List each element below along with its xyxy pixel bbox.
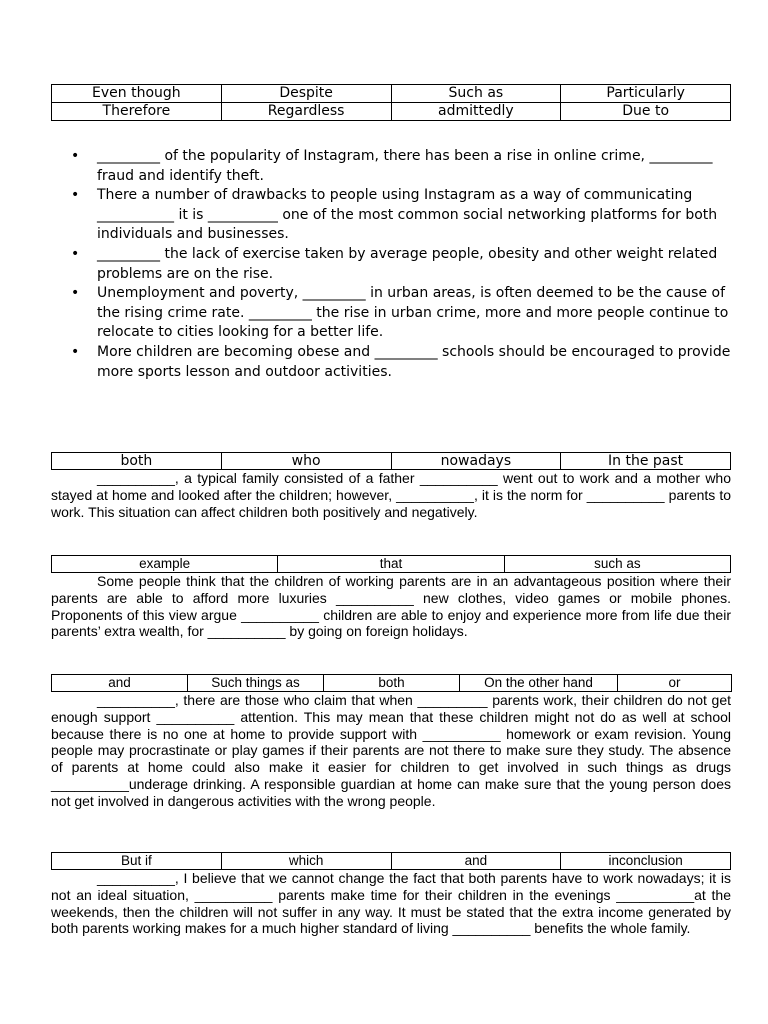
word-bank-cell: Such as <box>391 85 561 103</box>
word-bank-cell: both <box>324 675 460 692</box>
word-bank-cell: On the other hand <box>460 675 618 692</box>
essay-paragraph-1: __________, a typical family consisted of a father __________ went out to work and a mother who stayed at home and looked after the children; however, __________, it is the norm for __________ parents to work. This situation can affect children both positively and negatively. <box>51 470 731 520</box>
word-bank-cell: example <box>52 556 278 573</box>
bullet-item: • _________ the lack of exercise taken by average people, obesity and other weight related problems are on the rise. <box>51 245 741 284</box>
essay-paragraph-4: __________, I believe that we cannot change the fact that both parents have to work nowadays; it is not an ideal situation, __________ parents make time for their children in the evenings __________at the weekends, then the children will not suffer in any way. It must be stated that the extra income generated by both parents working makes for a much higher standard of living __________ benefits the whole family. <box>51 870 731 937</box>
word-bank-row <box>52 556 731 573</box>
word-bank-cell: But if <box>52 853 222 870</box>
essay-paragraph-2: Some people think that the children of working parents are in an advantageous position where their parents are able to afford more luxuries __________ new clothes, video games or mobile phones. Proponents of this view argue __________ children are able to enjoy and experience more from life due their parents’ extra wealth, for __________ by going on foreign holidays. <box>51 573 731 640</box>
word-bank-cell: Even though <box>52 85 222 103</box>
word-bank-cell: that <box>278 556 504 573</box>
word-bank-cell: Particularly <box>561 85 731 103</box>
essay-paragraph-3: __________, there are those who claim that when _________ parents work, their children do not get enough support __________ attention. This may mean that these children might not do as well at school because there is no one at home to provide support with __________ homework or exam revision. Young people may procrastinate or play games if their parents are not there to make sure they study. The absence of parents at home could also make it easier for children to get involved in such things as drugs __________underage drinking. A responsible guardian at home can make sure that the young person does not get involved in dangerous activities with the wrong people. <box>51 692 731 809</box>
word-bank-table-3 <box>51 555 731 573</box>
word-bank-cell: nowadays <box>391 453 561 470</box>
word-bank-cell: inconclusion <box>561 853 731 870</box>
word-bank-table-2 <box>51 452 731 470</box>
word-bank-row <box>52 853 731 870</box>
bullet-item: • _________ of the popularity of Instagram, there has been a rise in online crime, _________ fraud and identify theft. <box>51 147 741 186</box>
bullet-item: • More children are becoming obese and _________ schools should be encouraged to provide more sports lesson and outdoor activities. <box>51 343 741 382</box>
word-bank-table-5 <box>51 852 731 870</box>
word-bank-table-4 <box>51 674 732 692</box>
word-bank-cell: Therefore <box>52 103 222 121</box>
bullet-item: • Unemployment and poverty, _________ in urban areas, is often deemed to be the cause of the rising crime rate. _________ the rise in urban crime, more and more people continue to relocate to cities looking for a better life. <box>51 284 741 343</box>
word-bank-cell: Regardless <box>221 103 391 121</box>
word-bank-cell: or <box>618 675 732 692</box>
word-bank-cell: In the past <box>561 453 731 470</box>
word-bank-cell: admittedly <box>391 103 561 121</box>
word-bank-cell: such as <box>504 556 730 573</box>
word-bank-row <box>52 85 731 103</box>
word-bank-cell: and <box>52 675 188 692</box>
word-bank-cell: Such things as <box>188 675 324 692</box>
word-bank-cell: Due to <box>561 103 731 121</box>
word-bank-table-1 <box>51 84 731 121</box>
exercise-bullet-list <box>51 147 741 382</box>
bullet-item: • There a number of drawbacks to people using Instagram as a way of communicating ___________ it is __________ one of the most common social networking platforms for both individuals and businesses. <box>51 186 741 245</box>
word-bank-row <box>52 675 732 692</box>
word-bank-cell: who <box>221 453 391 470</box>
word-bank-cell: Despite <box>221 85 391 103</box>
word-bank-cell: and <box>391 853 561 870</box>
word-bank-cell: which <box>221 853 391 870</box>
word-bank-row <box>52 103 731 121</box>
word-bank-row <box>52 453 731 470</box>
word-bank-cell: both <box>52 453 222 470</box>
